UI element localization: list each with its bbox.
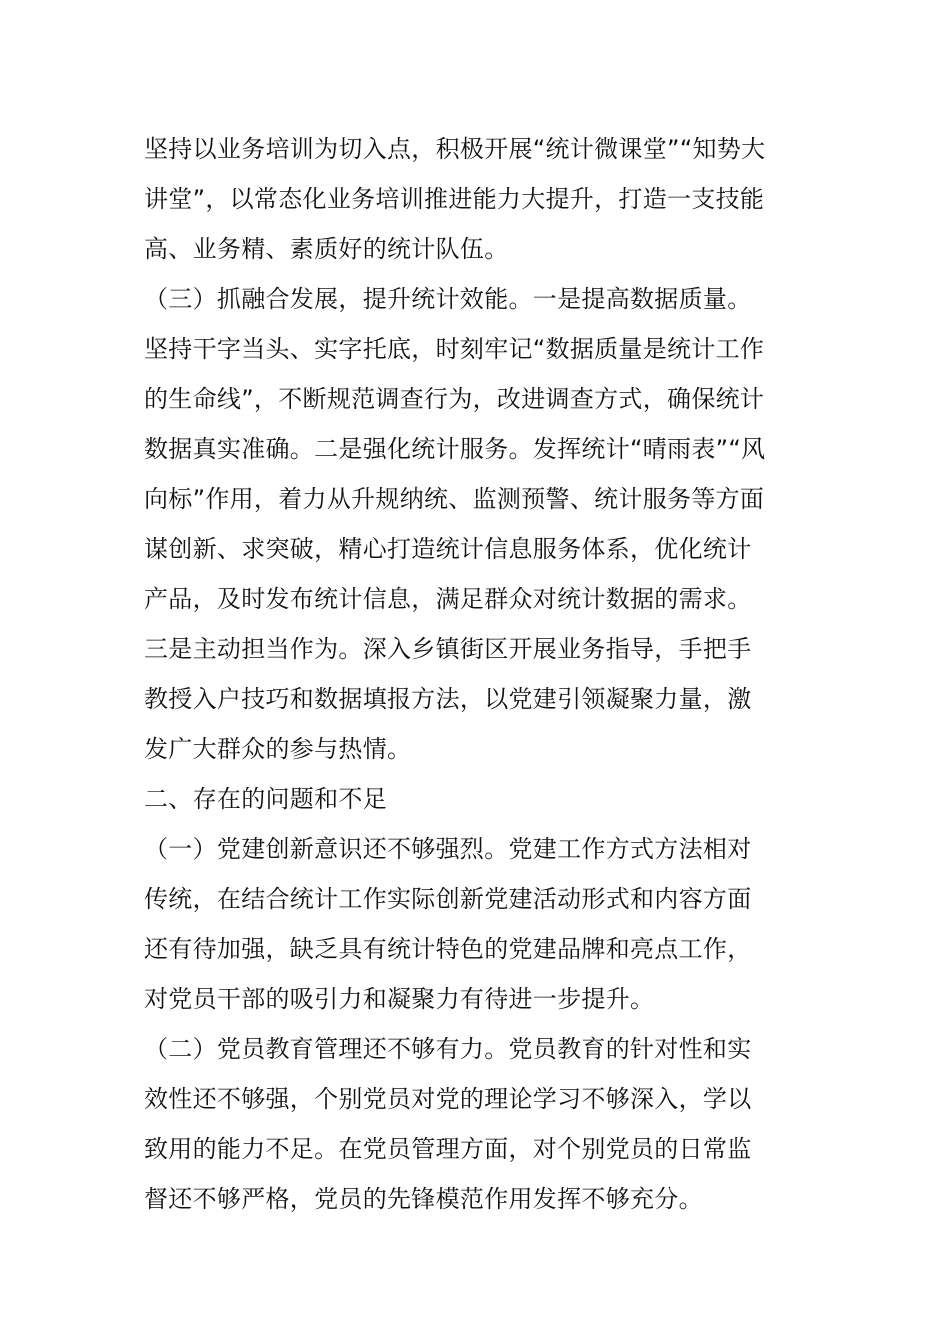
text-line: 对党员干部的吸引力和凝聚力有待进一步提升。	[144, 985, 655, 1013]
text-line: 向标”作用，着力从升规纳统、监测预警、统计服务等方面	[144, 485, 765, 513]
text-line: 高、业务精、素质好的统计队伍。	[144, 235, 509, 263]
text-line: 传统，在结合统计工作实际创新党建活动形式和内容方面	[144, 885, 752, 913]
text-line: 还有待加强，缺乏具有统计特色的党建品牌和亮点工作，	[144, 935, 752, 963]
text-line: 讲堂”，以常态化业务培训推进能力大提升，打造一支技能	[144, 185, 765, 213]
text-line: 坚持以业务培训为切入点，积极开展“统计微课堂”“知势大	[144, 135, 766, 163]
text-line: 坚持干字当头、实字托底，时刻牢记“数据质量是统计工作	[144, 335, 765, 363]
section-heading-2: （二）党员教育管理还不够有力。党员教育的针对性和实	[144, 1035, 752, 1063]
section-heading-3: （三）抓融合发展，提升统计效能。一是提高数据质量。	[144, 285, 752, 313]
text-line: 三是主动担当作为。深入乡镇街区开展业务指导，手把手	[144, 635, 752, 663]
chapter-heading-2: 二、存在的问题和不足	[144, 785, 387, 813]
document-body	[144, 124, 812, 1224]
text-line: 的生命线”，不断规范调查行为，改进调查方式，确保统计	[144, 385, 765, 413]
text-line: 督还不够严格，党员的先锋模范作用发挥不够充分。	[144, 1185, 703, 1213]
section-heading-1: （一）党建创新意识还不够强烈。党建工作方式方法相对	[144, 835, 752, 863]
text-line: 效性还不够强，个别党员对党的理论学习不够深入，学以	[144, 1085, 752, 1113]
text-line: 发广大群众的参与热情。	[144, 735, 412, 763]
text-line: 产品，及时发布统计信息，满足群众对统计数据的需求。	[144, 585, 752, 613]
text-line: 致用的能力不足。在党员管理方面，对个别党员的日常监	[144, 1135, 752, 1163]
text-line: 数据真实准确。二是强化统计服务。发挥统计“晴雨表”“风	[144, 435, 766, 463]
text-line: 教授入户技巧和数据填报方法，以党建引领凝聚力量，激	[144, 685, 752, 713]
text-line: 谋创新、求突破，精心打造统计信息服务体系，优化统计	[144, 535, 752, 563]
